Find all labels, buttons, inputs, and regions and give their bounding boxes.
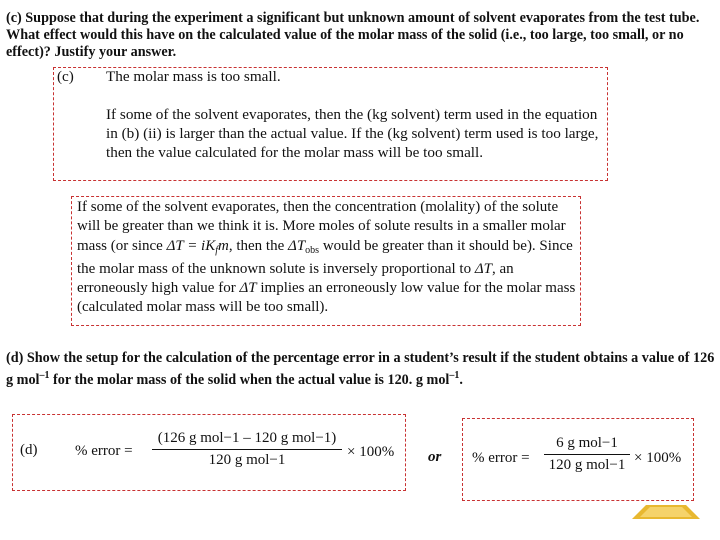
answer-d2-numerator: 6 g mol−1	[556, 435, 618, 451]
question-d-exp2: –1	[449, 370, 460, 381]
answer-d1-denominator: 120 g mol−1	[208, 452, 286, 468]
answer-d2-times: × 100%	[634, 450, 682, 466]
answer-d2-fraction-bar	[544, 454, 630, 455]
question-d-exp1: –1	[39, 370, 50, 381]
answer-c1-main: The molar mass is too small.	[106, 68, 281, 85]
answer-c2-part4: , an erroneously high value for	[77, 260, 514, 297]
answer-d2-denominator: 120 g mol−1	[548, 457, 626, 473]
answer-d2-lhs: % error =	[472, 450, 530, 466]
answer-d1-fraction	[152, 430, 342, 469]
answer-c1-label: (c)	[57, 68, 74, 85]
answer-c2-delta-t2: ΔT	[474, 260, 493, 277]
answer-d1-label: (d)	[20, 442, 38, 458]
answer-d1-lhs: % error =	[75, 443, 133, 459]
answer-d1-times: × 100%	[347, 444, 395, 460]
question-d-text-mid: for the molar mass of the solid when the actual value is 120. g mol	[49, 372, 450, 388]
question-d-text-after: .	[459, 372, 463, 388]
answer-d1-fraction-bar	[152, 449, 342, 450]
answer-c2-delta-t-obs: ΔT	[288, 237, 306, 254]
question-c	[6, 10, 718, 61]
question-d-text	[6, 350, 714, 388]
question-c-label: (c)	[6, 10, 22, 26]
answer-d2-fraction	[544, 435, 630, 474]
answer-c2-part3: would be greater than it should be). Since the molar mass of the unknown solute is inversely proportional to	[77, 237, 573, 277]
answer-c2-part1: If some of the solvent evaporates, then the concentration (molality) of the solute will be greater than we think it is. More moles of solute results in a smaller molar mass (or since	[77, 199, 566, 254]
answer-c2-delta-t3: ΔT	[239, 280, 257, 297]
answer-c2-paragraph	[77, 198, 581, 318]
answer-c2-eq-end: m	[218, 237, 229, 254]
or-label: or	[428, 449, 442, 465]
answer-d1-numerator: (126 g mol−1 – 120 g mol−1)	[157, 430, 337, 446]
question-d-text-before: Show the setup for the calculation of the percentage error in a student’s result if the student obtains a value of 126 g mol	[6, 350, 715, 388]
question-d	[6, 350, 718, 389]
answer-c2-part2: , then the	[228, 237, 289, 254]
answer-c2-delta-t: ΔT	[166, 237, 184, 254]
answer-c2-kf-sub: f	[215, 244, 219, 256]
question-c-text: Suppose that during the experiment a significant but unknown amount of solvent evaporates from the test tube. What effect would this have on the calculated value of the molar mass of the solid (i.e., too large, too small, or no effect)? Justify your answer.	[6, 10, 700, 60]
answer-c2-part5: implies an erroneously low value for the molar mass (calculated molar mass will be too small).	[77, 280, 576, 316]
answer-c1-paragraph: If some of the solvent evaporates, then the (kg solvent) term used in the equation in (b) (ii) is larger than the actual value. If the (kg solvent) term used is too large, then the value calculated for the molar mass will be too small.	[106, 106, 599, 161]
answer-c2-obs-sub: obs	[305, 244, 320, 256]
question-d-label: (d)	[6, 350, 24, 366]
answer-c2-eq-mid: = iK	[183, 237, 216, 254]
next-slide-arrow-icon[interactable]	[632, 505, 700, 519]
